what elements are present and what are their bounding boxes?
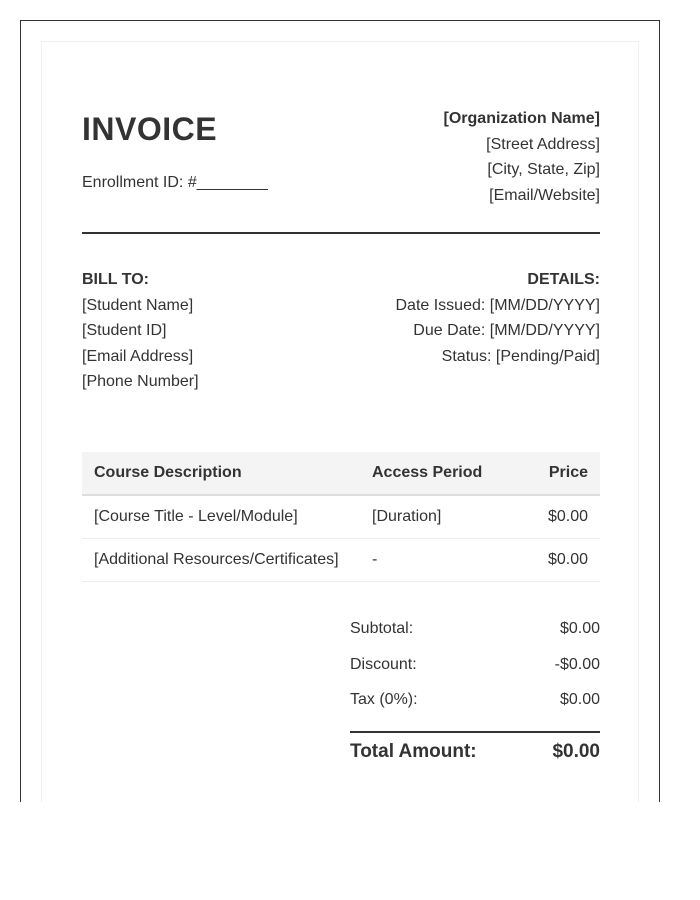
organization-contact: [Email/Website] xyxy=(489,186,600,204)
row-price: $0.00 xyxy=(516,495,600,539)
details-heading: DETAILS: xyxy=(527,271,600,288)
discount-row xyxy=(350,653,600,689)
header-divider xyxy=(82,232,600,234)
total-label: Total Amount: xyxy=(350,740,477,762)
discount-label: Discount: xyxy=(350,655,417,673)
organization-street: [Street Address] xyxy=(486,135,600,153)
tax-label: Tax (0%): xyxy=(350,691,418,708)
invoice-header xyxy=(82,89,600,234)
invoice-title: INVOICE xyxy=(82,111,218,147)
row-period: [Duration] xyxy=(360,495,516,539)
student-id: [Student ID] xyxy=(82,322,167,339)
row-description: [Additional Resources/Certificates] xyxy=(82,539,360,582)
organization-block xyxy=(444,106,600,208)
enrollment-id: Enrollment ID: #________ xyxy=(82,174,268,191)
header-price: Price xyxy=(516,452,600,495)
row-description: [Course Title - Level/Module] xyxy=(82,495,360,539)
tax-row xyxy=(350,688,600,724)
details-block xyxy=(395,267,600,369)
table-row xyxy=(82,539,600,582)
totals-section xyxy=(350,617,600,771)
header-description: Course Description xyxy=(82,452,360,495)
line-items-table xyxy=(82,452,600,582)
bill-to-heading: BILL TO: xyxy=(82,271,149,288)
invoice-sheet xyxy=(41,41,639,802)
document-frame xyxy=(20,20,660,802)
due-date: Due Date: [MM/DD/YYYY] xyxy=(413,322,600,339)
bill-to-block xyxy=(82,267,199,395)
subtotal-value: $0.00 xyxy=(559,620,600,637)
header-period: Access Period xyxy=(360,452,516,495)
table-row xyxy=(82,495,600,539)
student-phone: [Phone Number] xyxy=(82,373,199,390)
row-period: - xyxy=(360,539,516,582)
student-name: [Student Name] xyxy=(82,296,194,314)
invoice-status: Status: [Pending/Paid] xyxy=(441,347,600,365)
subtotal-label: Subtotal: xyxy=(350,620,414,637)
total-row xyxy=(350,731,600,771)
row-price: $0.00 xyxy=(516,539,600,582)
organization-city: [City, State, Zip] xyxy=(487,161,600,178)
subtotal-row xyxy=(350,617,600,653)
date-issued: Date Issued: [MM/DD/YYYY] xyxy=(395,296,600,314)
table-header-row xyxy=(82,452,600,495)
tax-value: $0.00 xyxy=(559,691,600,708)
organization-name: [Organization Name] xyxy=(443,110,600,127)
invoice-content xyxy=(82,89,600,762)
discount-value: -$0.00 xyxy=(554,655,600,673)
student-email: [Email Address] xyxy=(82,347,194,365)
total-value: $0.00 xyxy=(552,740,600,762)
